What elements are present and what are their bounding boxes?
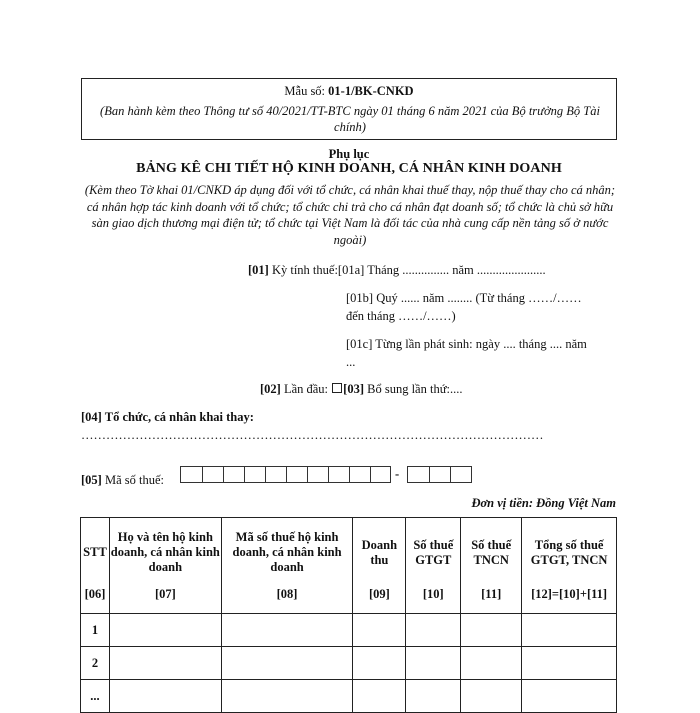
cell-name[interactable] <box>109 680 221 713</box>
col-header-name: Họ và tên hộ kinh doanh, cá nhân kinh doanh <box>109 518 221 588</box>
page-title: BẢNG KÊ CHI TIẾT HỘ KINH DOANH, CÁ NHÂN KINH DOANH <box>136 161 562 176</box>
appendix-label: Phụ lục <box>328 147 370 161</box>
row-stt: 2 <box>81 647 110 680</box>
cell-revenue[interactable] <box>353 647 406 680</box>
table-row <box>81 614 617 647</box>
col-code-pit: [11] <box>461 587 522 614</box>
table-row <box>81 680 617 713</box>
col-code-revenue: [09] <box>353 587 406 614</box>
currency-unit: Đơn vị tiền: Đồng Việt Nam <box>471 496 616 510</box>
cell-revenue[interactable] <box>353 680 406 713</box>
col-code-name: [07] <box>109 587 221 614</box>
cell-tax-code[interactable] <box>221 614 353 647</box>
cell-total[interactable] <box>522 647 617 680</box>
agent-field[interactable]: [04] Tổ chức, cá nhân khai thay: ………………………………………………………………………………………………… <box>81 410 544 442</box>
cell-pit[interactable] <box>461 614 522 647</box>
col-code-tax-code: [08] <box>221 587 353 614</box>
first-time-checkbox[interactable] <box>332 383 342 393</box>
cell-name[interactable] <box>109 647 221 680</box>
col-header-pit: Số thuế TNCN <box>461 518 522 588</box>
row-stt: 1 <box>81 614 110 647</box>
declaration-type-field: [02] Lần đầu: [03] Bổ sung lần thứ:.... <box>260 382 463 396</box>
cell-vat[interactable] <box>406 680 461 713</box>
col-header-stt: STT <box>81 518 110 588</box>
col-code-vat: [10] <box>406 587 461 614</box>
supplement-label: Bổ sung lần thứ:.... <box>364 382 463 396</box>
tax-period-quarter[interactable]: [01b] Quý ...... năm ........ (Từ tháng ……/…… đến tháng ……/……) <box>346 291 582 323</box>
tax-period-month[interactable]: [01a] Tháng ............... năm ...................... <box>337 263 546 277</box>
table-row <box>81 647 617 680</box>
tax-code-separator: - <box>395 467 400 481</box>
cell-revenue[interactable] <box>353 614 406 647</box>
cell-tax-code[interactable] <box>221 680 353 713</box>
cell-pit[interactable] <box>461 647 522 680</box>
tax-code-input[interactable] <box>180 466 391 483</box>
cell-pit[interactable] <box>461 680 522 713</box>
detail-table <box>80 517 617 713</box>
col-code-stt: [06] <box>81 587 110 614</box>
tax-code-branch-input[interactable] <box>407 466 472 483</box>
row-stt: ... <box>81 680 110 713</box>
cell-vat[interactable] <box>406 647 461 680</box>
cell-tax-code[interactable] <box>221 647 353 680</box>
scope-note: (Kèm theo Tờ khai 01/CNKD áp dụng đối với tổ chức, cá nhân khai thuế thay, nộp thuế thay cho cá nhân; cá nhân hợp tác kinh doanh với tổ chức; tổ chức chi trả cho cá nhân đạt doanh số; tổ chức là chủ sở hữu sàn giao dịch thương mại điện tử; tổ chức tại Việt Nam là đối tác của nhà cung cấp nền tảng số ở nước ngoài) <box>84 183 616 247</box>
cell-total[interactable] <box>522 680 617 713</box>
form-number: Mẫu số: 01-1/BK-CNKD <box>284 84 414 98</box>
col-header-tax-code: Mã số thuế hộ kinh doanh, cá nhân kinh doanh <box>221 518 353 588</box>
col-header-vat: Số thuế GTGT <box>406 518 461 588</box>
issuing-note: (Ban hành kèm theo Thông tư số 40/2021/TT-BTC ngày 01 tháng 6 năm 2021 của Bộ trưởng Bộ Tài chính) <box>100 104 600 134</box>
cell-total[interactable] <box>522 614 617 647</box>
col-code-total: [12]=[10]+[11] <box>522 587 617 614</box>
tax-period-occurrence[interactable]: [01c] Từng lần phát sinh: ngày .... tháng .... năm ... <box>346 337 587 369</box>
tax-period-field: [01] Kỳ tính thuế:[01a] Tháng ............... năm ...................... <box>248 263 546 277</box>
cell-name[interactable] <box>109 614 221 647</box>
col-header-total: Tổng số thuế GTGT, TNCN <box>522 518 617 588</box>
col-header-revenue: Doanh thu <box>353 518 406 588</box>
cell-vat[interactable] <box>406 614 461 647</box>
tax-code-label: [05] Mã số thuế: <box>81 473 164 487</box>
